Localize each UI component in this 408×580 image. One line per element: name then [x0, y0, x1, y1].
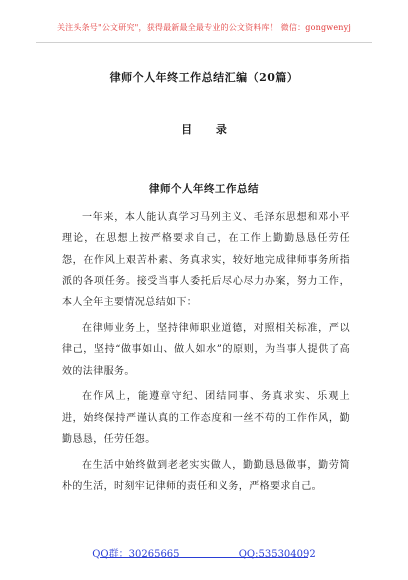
footer-underline	[100, 557, 308, 558]
paragraph: 在律师业务上，坚持律师职业道德，对照相关标准，严以律己，坚持“做事如山、做人如水”的原则，为当事人提供了高效的法律服务。	[62, 322, 350, 377]
paragraph: 在生活中始终做到老老实实做人，勤勤恳恳做事，勤劳简朴的生活，时刻牢记律师的责任和义务，严格要求自己。	[62, 459, 350, 493]
body-text	[62, 207, 350, 502]
paragraph: 一年来，本人能认真学习马列主义、毛泽东思想和邓小平理论，在思想上按严格要求自己，在工作上勤勤恳恳任劳任怨，在作风上艰苦朴素、务真求实，较好地完成律师事务所指派的各项任务。接受当事人委托后尽心尽力办案，努力工作，本人全年主要情况总结如下：	[62, 212, 350, 309]
header-divider	[36, 42, 372, 43]
paragraph: 在作风上，能遵章守纪、团结同事、务真求实、乐观上进，始终保持严谨认真的工作态度和一丝不苟的工作作风，勤勤恳恳，任劳任怨。	[62, 391, 350, 445]
footer-qq: QQ:535304092	[238, 549, 316, 560]
toc-title: 目 录	[181, 123, 237, 136]
section-heading: 律师个人年终工作总结	[149, 183, 259, 195]
footer-qq-group: QQ群：30265665	[92, 549, 180, 560]
document-title: 律师个人年终工作总结汇编（20篇）	[109, 71, 299, 84]
header-note: 关注头条号"公文研究"，获得最新最全最专业的公文资料库！ 微信：gongwenyj	[56, 23, 352, 32]
